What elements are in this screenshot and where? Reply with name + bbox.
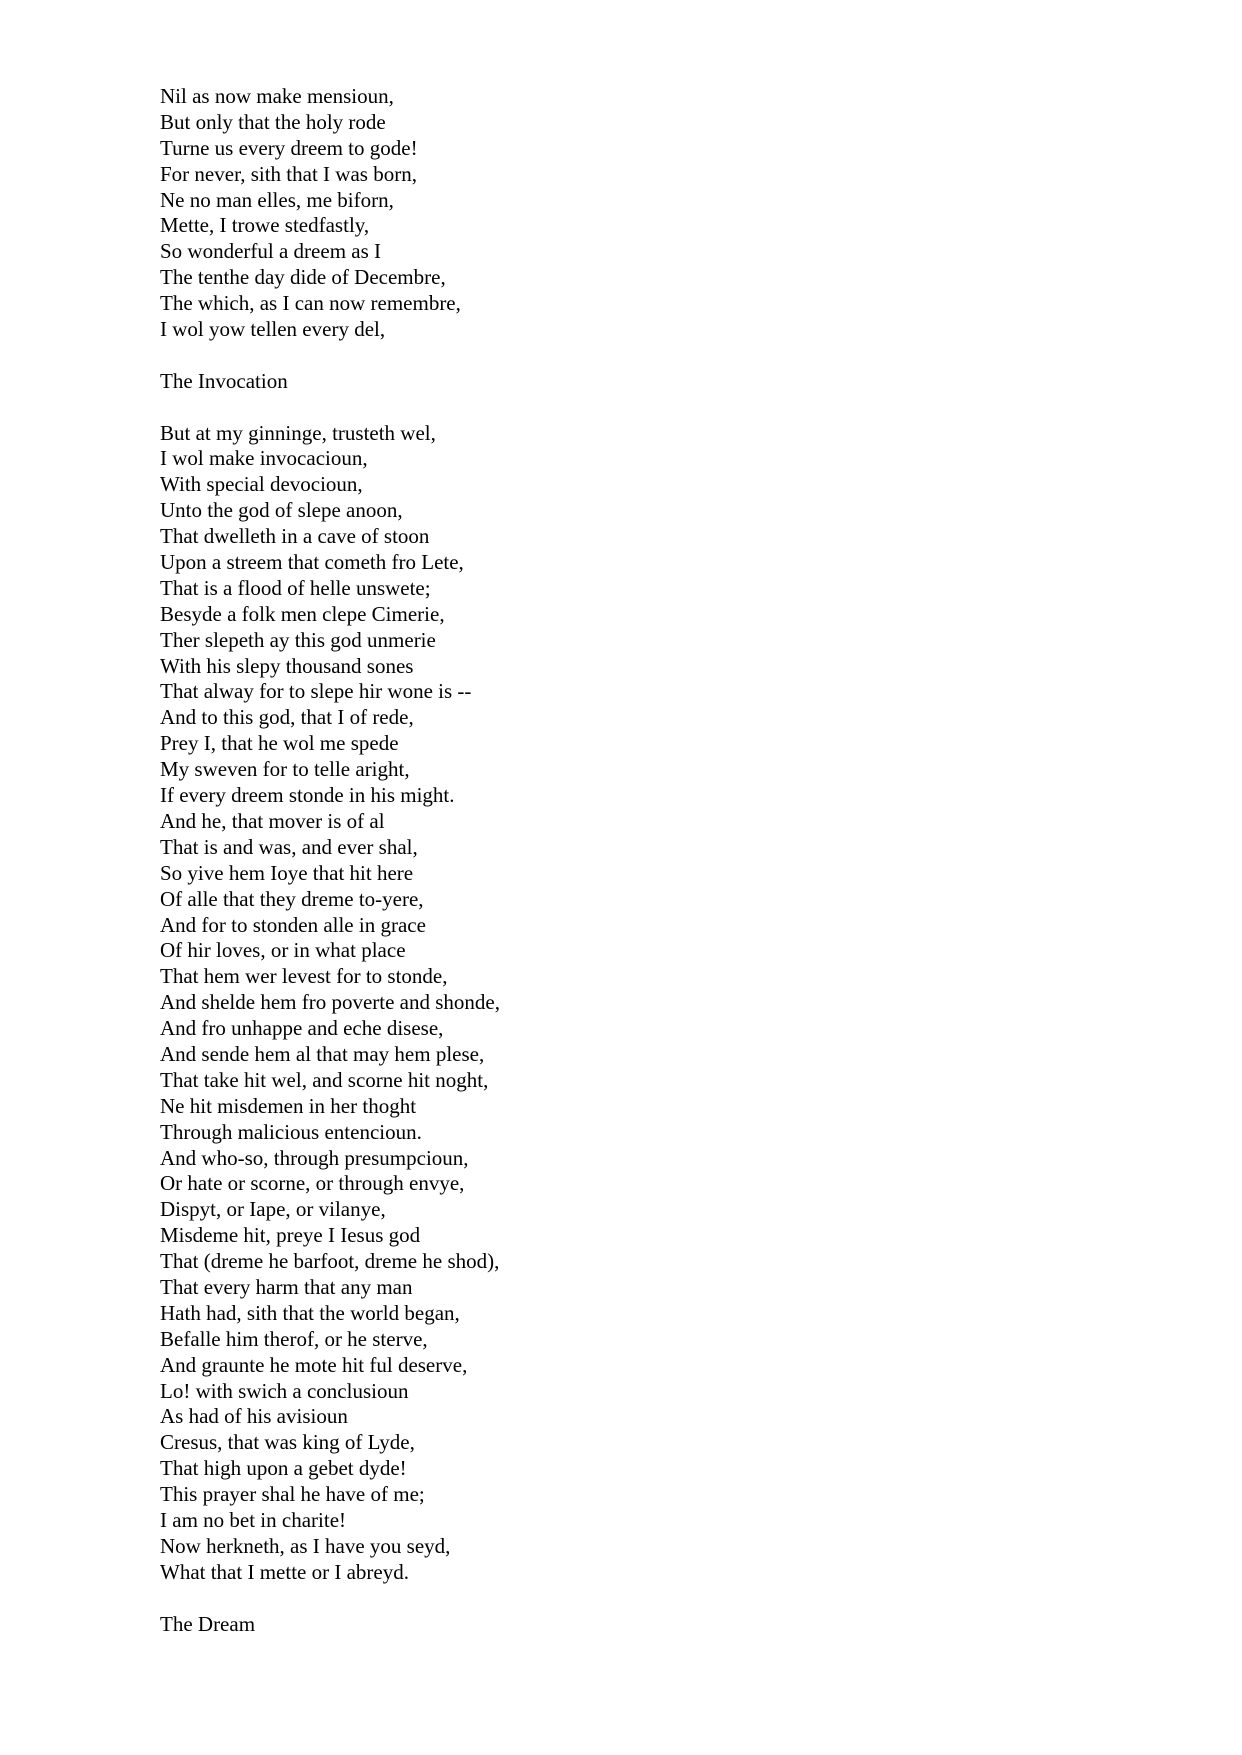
verse-line: That dwelleth in a cave of stoon	[160, 524, 430, 549]
verse-line: Upon a streem that cometh fro Lete,	[160, 550, 464, 575]
verse-line: As had of his avisioun	[160, 1404, 348, 1429]
verse-line: And graunte he mote hit ful deserve,	[160, 1352, 468, 1377]
verse-line: If every dreem stonde in his might.	[160, 783, 455, 808]
section-heading-invocation: The Invocation	[160, 368, 288, 393]
verse-line: The tenthe day dide of Decembre,	[160, 265, 446, 290]
verse-line: That is and was, and ever shal,	[160, 834, 418, 859]
verse-line: Through malicious entencioun.	[160, 1119, 422, 1144]
verse-line: What that I mette or I abreyd.	[160, 1559, 409, 1584]
verse-line: Nil as now make mensioun,	[160, 84, 394, 108]
verse-line: But at my ginninge, trusteth wel,	[160, 420, 436, 445]
verse-line: Or hate or scorne, or through envye,	[160, 1171, 465, 1196]
verse-line: And sende hem al that may hem plese,	[160, 1041, 485, 1066]
verse-line: For never, sith that I was born,	[160, 161, 417, 186]
verse-line: That every harm that any man	[160, 1274, 413, 1299]
verse-line: Dispyt, or Iape, or vilanye,	[160, 1197, 386, 1222]
verse-line: My sweven for to telle aright,	[160, 757, 410, 782]
verse-line: Now herkneth, as I have you seyd,	[160, 1533, 451, 1558]
verse-line: Ne hit misdemen in her thoght	[160, 1093, 417, 1118]
verse-line: Prey I, that he wol me spede	[160, 731, 399, 756]
verse-line: Of hir loves, or in what place	[160, 938, 406, 963]
verse-line: That take hit wel, and scorne hit noght,	[160, 1067, 489, 1092]
verse-line: I am no bet in charite!	[160, 1507, 347, 1532]
verse-line: Befalle him therof, or he sterve,	[160, 1326, 428, 1351]
verse-line: That alway for to slepe hir wone is --	[160, 679, 472, 704]
verse-line: I wol yow tellen every del,	[160, 317, 386, 342]
verse-line: With special devocioun,	[160, 472, 363, 497]
verse-line: The which, as I can now remembre,	[160, 291, 461, 316]
verse-line: Of alle that they dreme to-yere,	[160, 886, 424, 911]
verse-line: And shelde hem fro poverte and shonde,	[160, 990, 500, 1015]
verse-line: That (dreme he barfoot, dreme he shod),	[160, 1249, 500, 1274]
section-heading-dream: The Dream	[160, 1611, 256, 1636]
verse-line: So wonderful a dreem as I	[160, 239, 382, 264]
stanza-1	[160, 84, 1160, 343]
stanza-2	[160, 421, 1160, 1586]
document-page	[160, 84, 1160, 1663]
verse-line: Besyde a folk men clepe Cimerie,	[160, 601, 445, 626]
verse-line: And he, that mover is of al	[160, 808, 385, 833]
verse-line: Lo! with swich a conclusioun	[160, 1378, 409, 1403]
verse-line: And to this god, that I of rede,	[160, 705, 414, 730]
verse-line: Turne us every dreem to gode!	[160, 135, 418, 160]
verse-line: I wol make invocacioun,	[160, 446, 368, 471]
verse-line: That hem wer levest for to stonde,	[160, 964, 448, 989]
verse-line: Cresus, that was king of Lyde,	[160, 1430, 415, 1455]
verse-line: And fro unhappe and eche disese,	[160, 1016, 444, 1041]
verse-line: That high upon a gebet dyde!	[160, 1456, 407, 1481]
verse-line: Unto the god of slepe anoon,	[160, 498, 403, 523]
verse-line: But only that the holy rode	[160, 109, 386, 134]
verse-line: That is a flood of helle unswete;	[160, 575, 431, 600]
verse-line: And who-so, through presumpcioun,	[160, 1145, 469, 1170]
verse-line: Ther slepeth ay this god unmerie	[160, 627, 436, 652]
verse-line: And for to stonden alle in grace	[160, 912, 426, 937]
verse-line: With his slepy thousand sones	[160, 653, 414, 678]
verse-line: Misdeme hit, preye I Iesus god	[160, 1223, 421, 1248]
verse-line: Hath had, sith that the world began,	[160, 1300, 460, 1325]
verse-line: So yive hem Ioye that hit here	[160, 860, 414, 885]
verse-line: This prayer shal he have of me;	[160, 1482, 425, 1507]
verse-line: Mette, I trowe stedfastly,	[160, 213, 370, 238]
verse-line: Ne no man elles, me biforn,	[160, 187, 394, 212]
